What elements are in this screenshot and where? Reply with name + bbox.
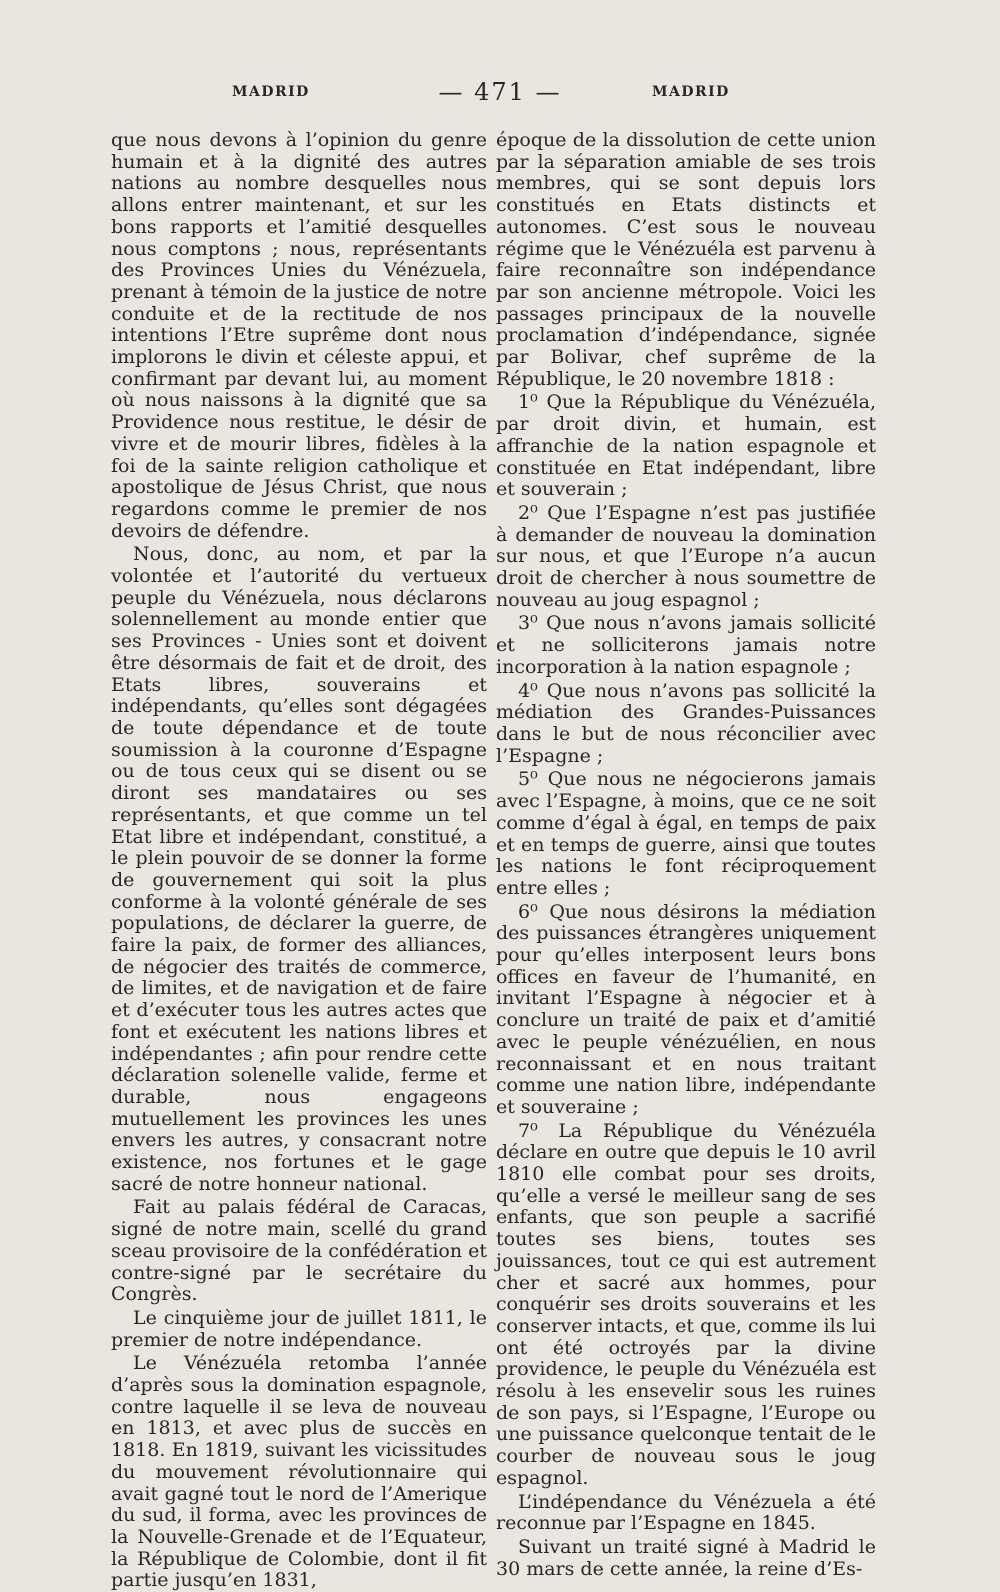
page-number: — 471 —: [438, 78, 562, 106]
right-column: [496, 130, 876, 1580]
paragraph: Le cinquième jour de juillet 1811, le premier de notre indépendance.: [111, 1306, 487, 1351]
paragraph: Le Vénézuéla retomba l’année d’après sous la domination espagnole, contre laquelle il se leva de nouveau en 1813, et avec plus de succès en 1818. En 1819, suivant les vicissitudes du mouvement révolutionnaire qui avait gagné tout le nord de l’Amerique du sud, il forma, avec les provinces de la Nouvelle-Grenade et de l’Equateur, la République de Colombie, dont il fit partie jusqu’en 1831,: [111, 1352, 487, 1592]
paragraph: 5⁰ Que nous ne négocierons jamais avec l’Espagne, à moins, que ce ne soit comme d’égal à égal, en temps de paix et en temps de guerre, ainsi que toutes les nations le font réciproquement entre elles ;: [496, 768, 876, 899]
paragraph: 7⁰ La République du Vénézuéla déclare en outre que depuis le 10 avril 1810 elle combat pour ses droits, qu’elle a versé le meilleur sang de ses enfants, que son peuple a sacrifié toutes ses biens, toutes ses jouissances, tout ce qui est autrement cher et sacré aux hommes, pour conquérir ses droits souverains et les conserver intacts, et que, comme ils lui ont été octroyés par la divine providence, le peuple du Vénézuéla est résolu à les ensevelir sous les ruines de son pays, si l’Espagne, l’Europe ou une puissance quelconque tentait de le courber de nouveau sous le joug espagnol.: [496, 1119, 876, 1489]
paragraph: époque de la dissolution de cette union par la séparation amiable de ses trois membres, qui se sont depuis lors constitués en Etats distincts et autonomes. C’est sous le nouveau régime que le Vénézuéla est parvenu à faire reconnaître son indépendance par son ancienne métropole. Voici les passages principaux de la nouvelle proclamation d’indépendance, signée par Bolivar, chef suprême de la République, le 20 novembre 1818 :: [496, 129, 876, 390]
paragraph: que nous devons à l’opinion du genre humain et à la dignité des autres nations au nombre desquelles nous allons entrer maintenant, et sur les bons rapports et l’amitié desquelles nous comptons ; nous, représentants des Provinces Unies du Vénézuela, prenant à témoin de la justice de notre conduite et de la rectitude de nos intentions l’Etre suprême dont nous implorons le divin et céleste appui, et confirmant par devant lui, au moment où nous naissons à la dignité que sa Providence nous restitue, le désir de vivre et de mourir libres, fidèles à la foi de la sainte religion catholique et apostolique de Jésus Christ, que nous regardons comme le premier de nos devoirs de défendre.: [111, 129, 487, 542]
paragraph: 3⁰ Que nous n’avons jamais sollicité et ne solliciterons jamais notre incorporation à la nation espagnole ;: [496, 612, 876, 678]
header-right-title: MADRID: [652, 84, 730, 100]
paragraph: 4⁰ Que nous n’avons pas sollicité la médiation des Grandes-Puissances dans le but de nous réconcilier avec l’Espagne ;: [496, 679, 876, 767]
running-header: [0, 78, 1000, 118]
paragraph: 6⁰ Que nous désirons la médiation des puissances étrangères uniquement pour qu’elles interposent leurs bons offices en faveur de l’humanité, en invitant l’Espagne à négocier et à conclure un traité de paix et d’amitié avec le peuple vénézuélien, en nous reconnaissant et en nous traitant comme une nation libre, indépendante et souveraine ;: [496, 900, 876, 1118]
header-left-title: MADRID: [232, 84, 310, 100]
paragraph: Fait au palais fédéral de Caracas, signé de notre main, scellé du grand sceau provisoire de la confédération et contre-signé par le secrétaire du Congrès.: [111, 1196, 487, 1306]
paragraph: Nous, donc, au nom, et par la volontée et l’autorité du vertueux peuple du Vénézuela, nous déclarons solennellement au monde entier que ses Provinces - Unies sont et doivent être désormais de fait et de droit, des Etats libres, souverains et indépendants, qu’elles sont dégagées de toute dépendance et de toute soumission à la couronne d’Espagne ou de tous ceux qui se disent ou se diront ses mandataires ou ses représentants, et que comme un tel Etat libre et indépendant, constitué, a le plein pouvoir de se donner la forme de gouvernement qui soit la plus conforme à la volonté générale de ses populations, de déclarer la guerre, de faire la paix, de former des alliances, de négocier des traités de commerce, de limites, et de navigation et de faire et d’exécuter tous les autres actes que font et exécutent les nations libres et indépendantes ; afin pour rendre cette déclaration solenelle valide, ferme et durable, nous engageons mutuellement les provinces les unes envers les autres, y consacrant notre existence, nos fortunes et le gage sacré de notre honneur national.: [111, 543, 487, 1195]
paragraph: L’indépendance du Vénézuela a été reconnue par l’Espagne en 1845.: [496, 1490, 876, 1535]
paragraph: 1⁰ Que la République du Vénézuéla, par droit divin, et humain, est affranchie de la nation espagnole et constituée en Etat indépendant, libre et souverain ;: [496, 391, 876, 501]
paragraph: 2⁰ Que l’Espagne n’est pas justifiée à demander de nouveau la domination sur nous, et que l’Europe n’a aucun droit de chercher à nous soumettre de nouveau au joug espagnol ;: [496, 501, 876, 611]
paragraph: Suivant un traité signé à Madrid le 30 mars de cette année, la reine d’Es-: [496, 1536, 876, 1580]
left-column: [111, 130, 487, 1592]
